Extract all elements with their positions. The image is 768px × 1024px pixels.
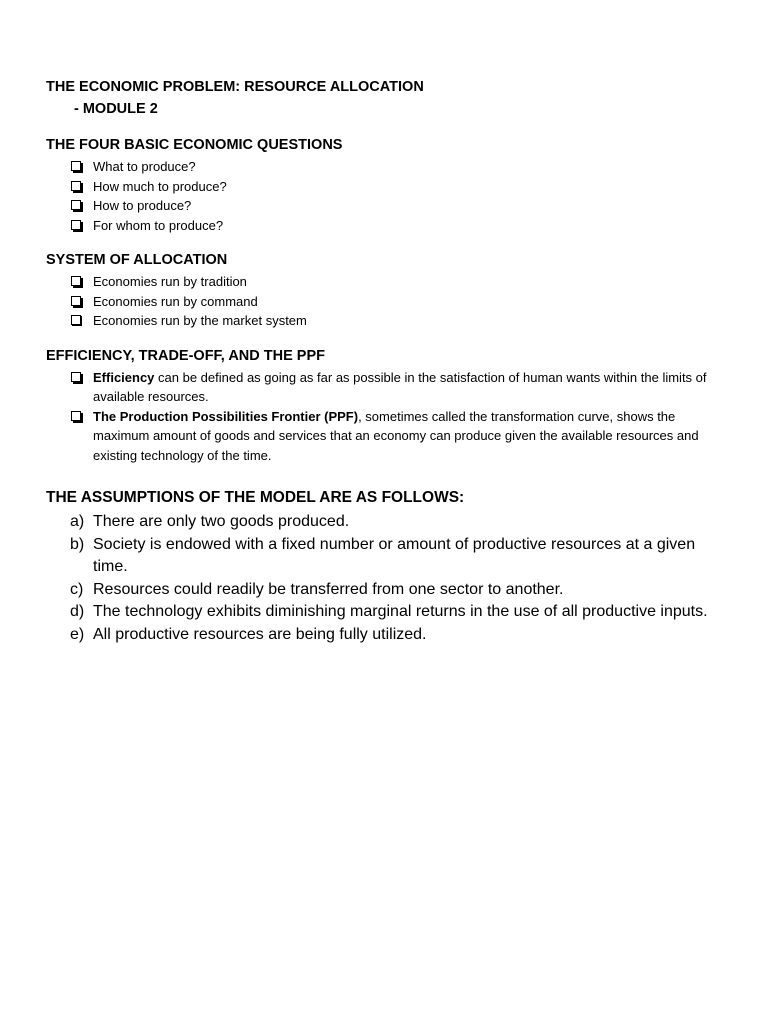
list-item-text: There are only two goods produced. <box>93 513 350 530</box>
list-marker: d) <box>70 603 85 620</box>
document-title: THE ECONOMIC PROBLEM: RESOURCE ALLOCATION <box>46 79 424 95</box>
questions-section <box>46 134 726 235</box>
checkbox-bullet-icon <box>71 161 81 171</box>
list-item-text: Economies run by command <box>93 293 258 309</box>
list-item <box>46 579 726 602</box>
list-item-text: All productive resources are being fully utilized. <box>93 625 427 643</box>
allocation-heading: SYSTEM OF ALLOCATION <box>46 252 228 268</box>
questions-heading: THE FOUR BASIC ECONOMIC QUESTIONS <box>46 137 343 153</box>
allocation-list <box>46 272 726 331</box>
assumptions-heading: THE ASSUMPTIONS OF THE MODEL ARE AS FOLLOWS: <box>46 489 465 506</box>
list-item-text: Resources could readily be transferred from one sector to another. <box>93 580 564 598</box>
checkbox-bullet-icon <box>71 181 81 191</box>
list-marker: e) <box>70 625 85 643</box>
efficiency-list <box>46 368 726 466</box>
checkbox-bullet-icon <box>71 220 81 230</box>
checkbox-bullet-icon <box>71 315 81 325</box>
title-block <box>46 76 726 120</box>
list-item-text: Society is endowed with a fixed number or amount of productive resources at a given time. <box>93 535 696 575</box>
checkbox-bullet-icon <box>71 200 81 210</box>
list-item <box>46 534 726 579</box>
term-efficiency: Efficiency <box>93 369 155 385</box>
list-item-text: The technology exhibits diminishing marginal returns in the use of all productive inputs. <box>93 603 708 620</box>
questions-list <box>46 157 726 235</box>
list-item-text: For whom to produce? <box>93 217 224 233</box>
checkbox-bullet-icon <box>71 296 81 306</box>
checkbox-bullet-icon <box>71 276 81 286</box>
list-marker: b) <box>70 535 85 553</box>
definition-text: can be defined as going as far as possible in the satisfaction of human wants within the limits of available resources. <box>93 369 707 404</box>
efficiency-section <box>46 345 726 466</box>
list-item-text: How to produce? <box>93 198 192 213</box>
list-item <box>46 601 726 624</box>
efficiency-heading: EFFICIENCY, TRADE-OFF, AND THE PPF <box>46 347 325 364</box>
list-item <box>46 368 726 407</box>
allocation-section <box>46 249 726 331</box>
checkbox-bullet-icon <box>71 411 81 421</box>
checkbox-bullet-icon <box>71 372 81 382</box>
list-item-text: How much to produce? <box>93 178 227 194</box>
assumptions-section <box>46 487 726 646</box>
list-item <box>46 196 726 216</box>
list-item <box>46 407 726 466</box>
list-item-text: Economies run by the market system <box>93 313 307 328</box>
definition-text: , sometimes called the transformation curve, shows the maximum amount of goods and services that an economy can produce given the available resources and existing technology of the time. <box>93 408 699 463</box>
document-subtitle: - MODULE 2 <box>74 101 158 117</box>
list-item <box>46 624 726 647</box>
list-item <box>46 511 726 534</box>
list-item <box>46 272 726 292</box>
list-item <box>46 216 726 236</box>
list-marker: c) <box>70 580 84 598</box>
document-page <box>46 76 726 646</box>
list-item <box>46 157 726 177</box>
list-marker: a) <box>70 513 85 530</box>
list-item <box>46 292 726 312</box>
assumptions-list <box>46 511 726 646</box>
list-item-text: Economies run by tradition <box>93 274 247 289</box>
list-item <box>46 311 726 331</box>
term-ppf: The Production Possibilities Frontier (PPF) <box>93 408 359 424</box>
list-item <box>46 177 726 197</box>
list-item-text: What to produce? <box>93 159 196 174</box>
